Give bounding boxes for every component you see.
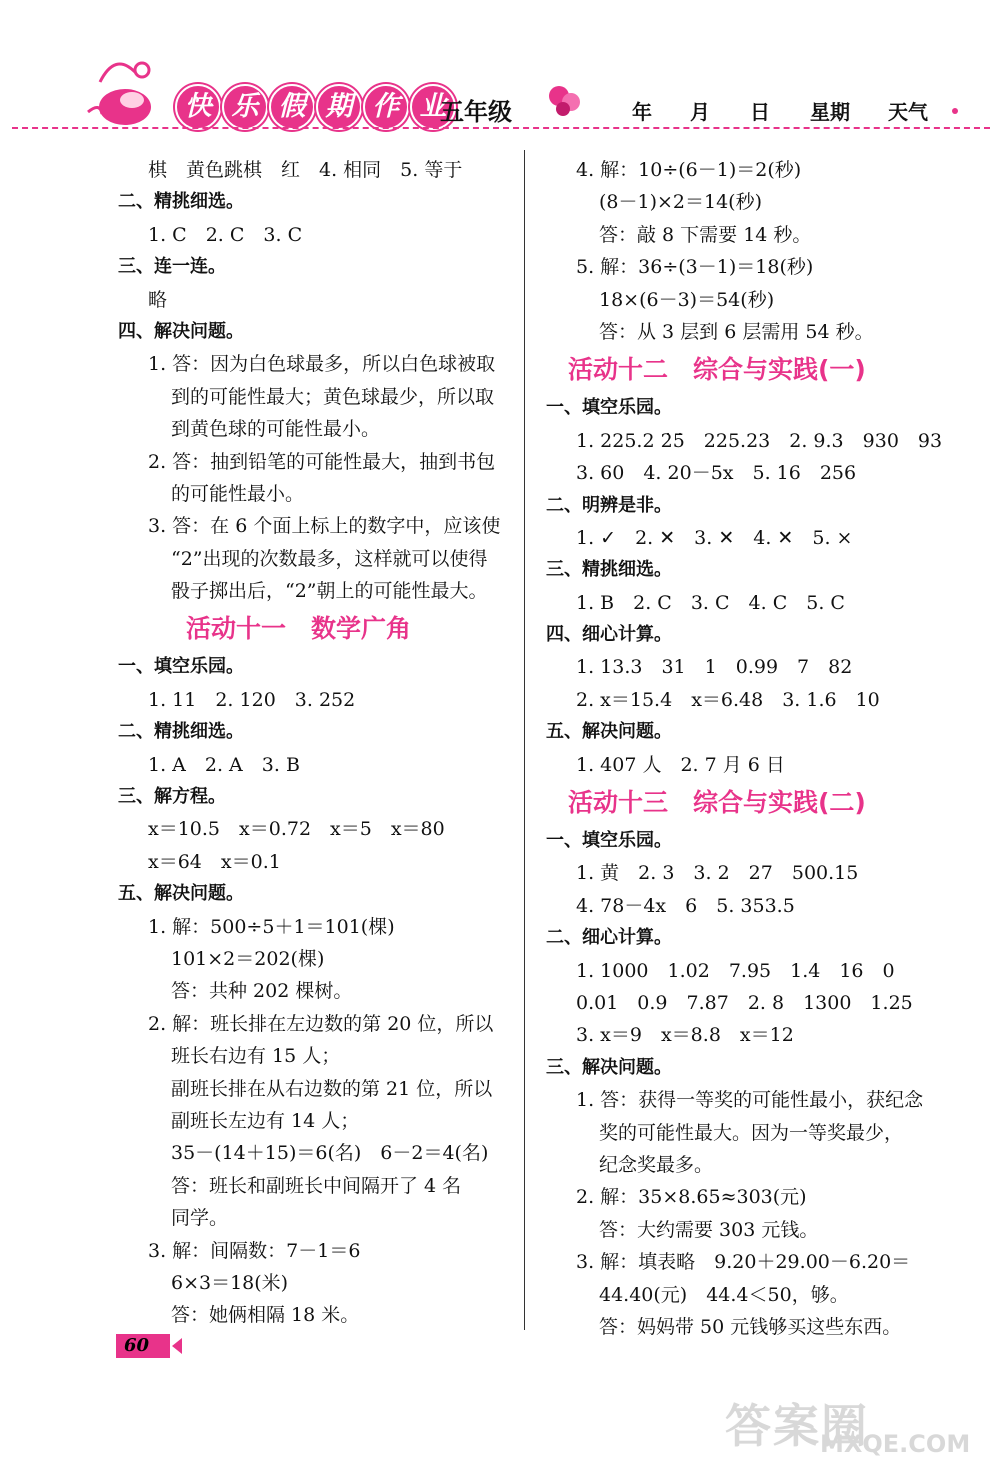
activity-title: 活动十一 数学广角 — [186, 614, 412, 644]
date-field-label: 年 — [632, 100, 652, 124]
answer-line: 副班长左边有 14 人； — [171, 1109, 360, 1132]
answer-line: 2. 解：班长排在左边数的第 20 位，所以 — [148, 1012, 494, 1035]
answer-line: 同学。 — [171, 1207, 229, 1230]
date-field-label: 日 — [750, 100, 770, 124]
answer-line: 1. B 2. C 3. C 4. C 5. C — [576, 591, 845, 614]
answer-line: 2. x＝15.4 x＝6.48 3. 1.6 10 — [576, 688, 880, 711]
date-field-label: 月 — [690, 100, 710, 124]
answer-line: (8－1)×2＝14(秒) — [599, 191, 763, 214]
logo-char: 乐 — [222, 84, 268, 130]
date-field-label: 星期 — [810, 100, 850, 124]
answer-line: 1. 解：500÷5＋1＝101(棵) — [148, 915, 395, 938]
answer-line: 骰子掷出后，“2”朝上的可能性最大。 — [171, 580, 488, 603]
answer-line: 6×3＝18(米) — [171, 1271, 289, 1294]
grade-label: 五年级 — [440, 98, 512, 126]
answer-line: 1. 225.2 2̇5̇ 225.23 2. 9.3 930 93 — [576, 429, 943, 452]
answer-line: 4. 解：10÷(6－1)＝2(秒) — [576, 159, 802, 181]
answer-column-left — [118, 154, 518, 1332]
section-heading: 二、明辨是非。 — [546, 494, 672, 516]
answer-line: 答：共种 202 棵树。 — [171, 980, 353, 1003]
answer-line: “2”出现的次数最多，这样就可以使得 — [171, 547, 488, 570]
section-heading: 三、连一连。 — [118, 256, 226, 278]
book-logo — [175, 84, 457, 130]
answer-line: 44.40(元) 44.4＜50，够。 — [599, 1283, 849, 1306]
answer-line: 3. 解：间隔数：7－1＝6 — [148, 1239, 361, 1262]
section-heading: 五、解决问题。 — [118, 883, 244, 905]
logo-char: 作 — [363, 84, 409, 130]
column-divider — [524, 150, 525, 1330]
answer-line: 1. 11 2. 120 3. 252 — [148, 688, 356, 711]
answer-column-right — [546, 154, 986, 1343]
answer-line: 棋 黄色跳棋 红 4. 相同 5. 等于 — [148, 159, 463, 181]
answer-line: 3. 解：填表略 9.20＋29.00－6.20＝ — [576, 1251, 911, 1274]
answer-line: 1. C 2. C 3. C — [148, 223, 303, 246]
section-heading: 二、精挑细选。 — [118, 721, 244, 743]
answer-line: 3. x＝9 x＝8.8 x＝12 — [576, 1024, 794, 1047]
answer-line: 1. 1000 1.02 7.95 1.4 16 0 — [576, 959, 895, 982]
section-heading: 四、解决问题。 — [118, 320, 244, 342]
section-heading: 一、填空乐园。 — [546, 397, 672, 419]
logo-char: 假 — [269, 84, 315, 130]
section-heading: 三、精挑细选。 — [546, 559, 672, 581]
answer-line: 奖的可能性最大。因为一等奖最少， — [599, 1121, 904, 1144]
page-header — [0, 0, 1000, 135]
balloon-icon — [545, 82, 585, 122]
answer-line: 35－(14＋15)＝6(名) 6－2＝4(名) — [171, 1142, 489, 1165]
section-heading: 二、精挑细选。 — [118, 191, 244, 213]
answer-line: 略 — [148, 288, 168, 311]
answer-line: 0.01 0.9 7.87 2. 8 1300 1.25 — [576, 991, 913, 1014]
answer-line: 班长右边有 15 人； — [171, 1045, 341, 1068]
answer-line: 101×2＝202(棵) — [171, 947, 325, 970]
watermark: 答案圈 — [725, 1399, 869, 1453]
answer-line: x＝64 x＝0.1 — [148, 850, 281, 873]
section-heading: 四、细心计算。 — [546, 624, 672, 646]
dot-icon — [952, 108, 958, 114]
answer-line: 到的可能性最大；黄色球最少，所以取 — [171, 385, 495, 408]
answer-line: 1. 黄 2. 3 3. 2 27 500.15 — [576, 862, 859, 885]
answer-line: 副班长排在从右边数的第 21 位，所以 — [171, 1077, 493, 1100]
answer-line: 3. 答：在 6 个面上标上的数字中，应该使 — [148, 515, 501, 538]
answer-line: 5. 解：36÷(3－1)＝18(秒) — [576, 256, 814, 279]
date-field-label: 天气 — [888, 100, 928, 124]
page-number-badge — [116, 1334, 184, 1358]
logo-char: 期 — [316, 84, 362, 130]
bird-decoration-icon — [80, 52, 170, 132]
answer-line: 答：从 3 层到 6 层需用 54 秒。 — [599, 320, 874, 343]
activity-title: 活动十三 综合与实践(二) — [568, 788, 866, 818]
answer-line: 纪念奖最多。 — [599, 1153, 714, 1176]
answer-line: 的可能性最小。 — [171, 482, 305, 505]
section-heading: 三、解方程。 — [118, 786, 226, 808]
answer-line: 1. 407 人 2. 7 月 6 日 — [576, 753, 785, 776]
section-heading: 一、填空乐园。 — [118, 656, 244, 678]
answer-line: 1. 13.3 31 1 0.99 7 82 — [576, 656, 853, 679]
watermark-url: MXQE.COM — [820, 1430, 971, 1458]
answer-line: x＝10.5 x＝0.72 x＝5 x＝80 — [148, 818, 445, 841]
arrow-left-icon — [172, 1338, 182, 1354]
answer-line: 4. 78－4x 6 5. 353.5 — [576, 894, 795, 917]
answer-line: 1. ✓ 2. ✕ 3. ✕ 4. ✕ 5. × — [576, 526, 853, 549]
section-heading: 一、填空乐园。 — [546, 830, 672, 852]
page-number: 60 — [124, 1335, 150, 1356]
answer-line: 2. 解：35×8.65≈303(元) — [576, 1186, 807, 1209]
answer-line: 3. 60 4. 20－5x 5. 16 256 — [576, 462, 857, 485]
logo-char: 业 — [410, 84, 456, 130]
answer-line: 2. 答：抽到铅笔的可能性最大，抽到书包 — [148, 450, 496, 473]
answer-line: 答：大约需要 303 元钱。 — [599, 1218, 819, 1241]
answer-line: 答：敲 8 下需要 14 秒。 — [599, 223, 812, 246]
answer-line: 到黄色球的可能性最小。 — [171, 418, 381, 441]
answer-line: 答：妈妈带 50 元钱够买这些东西。 — [599, 1315, 902, 1338]
section-heading: 二、细心计算。 — [546, 927, 672, 949]
answer-line: 1. 答：获得一等奖的可能性最小，获纪念 — [576, 1089, 924, 1112]
logo-char: 快 — [175, 84, 221, 130]
answer-line: 18×(6－3)＝54(秒) — [599, 288, 775, 311]
answer-line: 答：她俩相隔 18 米。 — [171, 1304, 360, 1327]
answer-line: 答：班长和副班长中间隔开了 4 名 — [171, 1174, 462, 1197]
answer-line: 1. A 2. A 3. B — [148, 753, 300, 776]
activity-title: 活动十二 综合与实践(一) — [568, 355, 866, 385]
section-heading: 五、解决问题。 — [546, 721, 672, 743]
section-heading: 三、解决问题。 — [546, 1056, 672, 1078]
header-divider — [12, 127, 990, 129]
answer-line: 1. 答：因为白色球最多，所以白色球被取 — [148, 353, 496, 376]
